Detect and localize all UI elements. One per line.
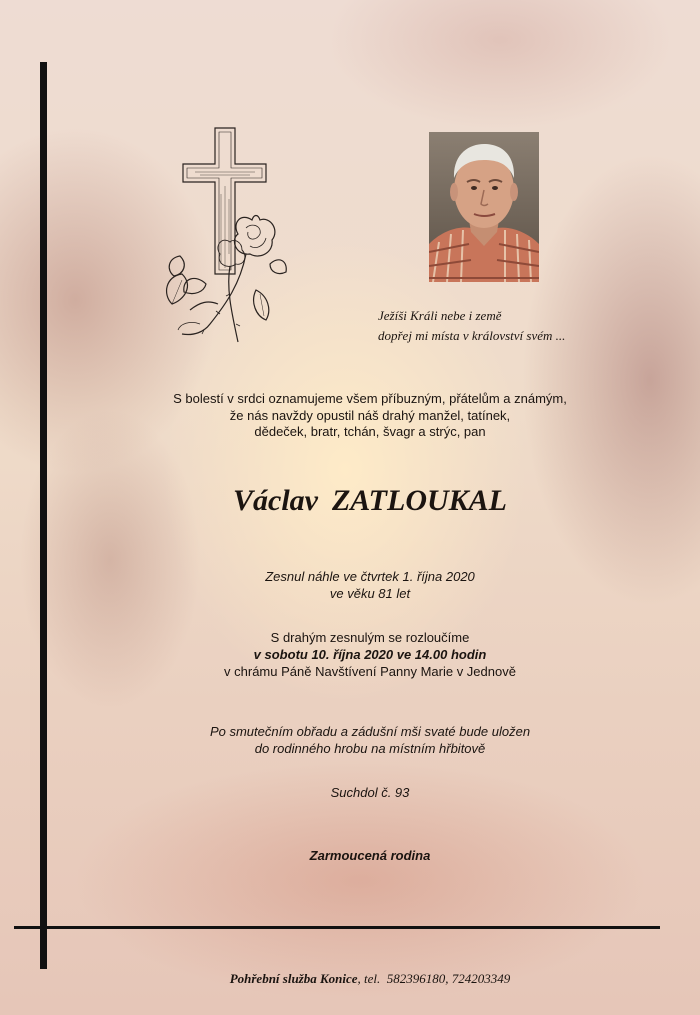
- funeral-service-name: Pohřební služba Konice: [229, 971, 358, 986]
- funeral-service-footer: [120, 971, 620, 987]
- announcement-line-1: S bolestí v srdci oznamujeme všem příbuzným, přátelům a známým,: [173, 391, 567, 406]
- funeral-date-time: v sobotu 10. října 2020 ve 14.00 hodin: [253, 647, 487, 662]
- deceased-name: [120, 484, 620, 518]
- funeral-notice: [120, 629, 620, 680]
- portrait-photo: [429, 132, 539, 282]
- announcement-line-3: dědeček, bratr, tchán, švagr a strýc, pan: [254, 424, 486, 439]
- prayer-line-2: dopřej mi místa v království svém ...: [378, 328, 566, 343]
- deceased-first-name: Václav: [233, 484, 318, 517]
- prayer-line-1: Ježíši Králi nebe i země: [378, 308, 502, 323]
- cross-with-rose-icon: [160, 124, 292, 348]
- mourning-horizontal-rule: [14, 926, 660, 929]
- funeral-service-phone: , tel. 582396180, 724203349: [357, 971, 511, 986]
- family-signature: Zarmoucená rodina: [309, 848, 431, 863]
- announcement-line-2: že nás navždy opustil náš drahý manžel, tatínek,: [229, 407, 511, 423]
- death-line-1: Zesnul náhle ve čtvrtek 1. října 2020: [265, 569, 475, 584]
- funeral-line-1: S drahým zesnulým se rozloučíme: [270, 630, 470, 645]
- death-notice: [120, 568, 620, 602]
- burial-notice: [120, 723, 620, 757]
- burial-line-2: do rodinného hrobu na místním hřbitově: [254, 741, 486, 756]
- funeral-location: v chrámu Páně Navštívení Panny Marie v Jednově: [224, 664, 516, 679]
- mourning-vertical-rule: [40, 62, 47, 969]
- burial-line-1: Po smutečním obřadu a zádušní mši svaté bude uložen: [209, 724, 531, 739]
- death-line-2: ve věku 81 let: [329, 586, 411, 601]
- address: Suchdol č. 93: [330, 785, 410, 800]
- prayer-verse: [378, 306, 565, 346]
- announcement-text: [120, 391, 620, 441]
- deceased-last-name: ZATLOUKAL: [331, 484, 507, 517]
